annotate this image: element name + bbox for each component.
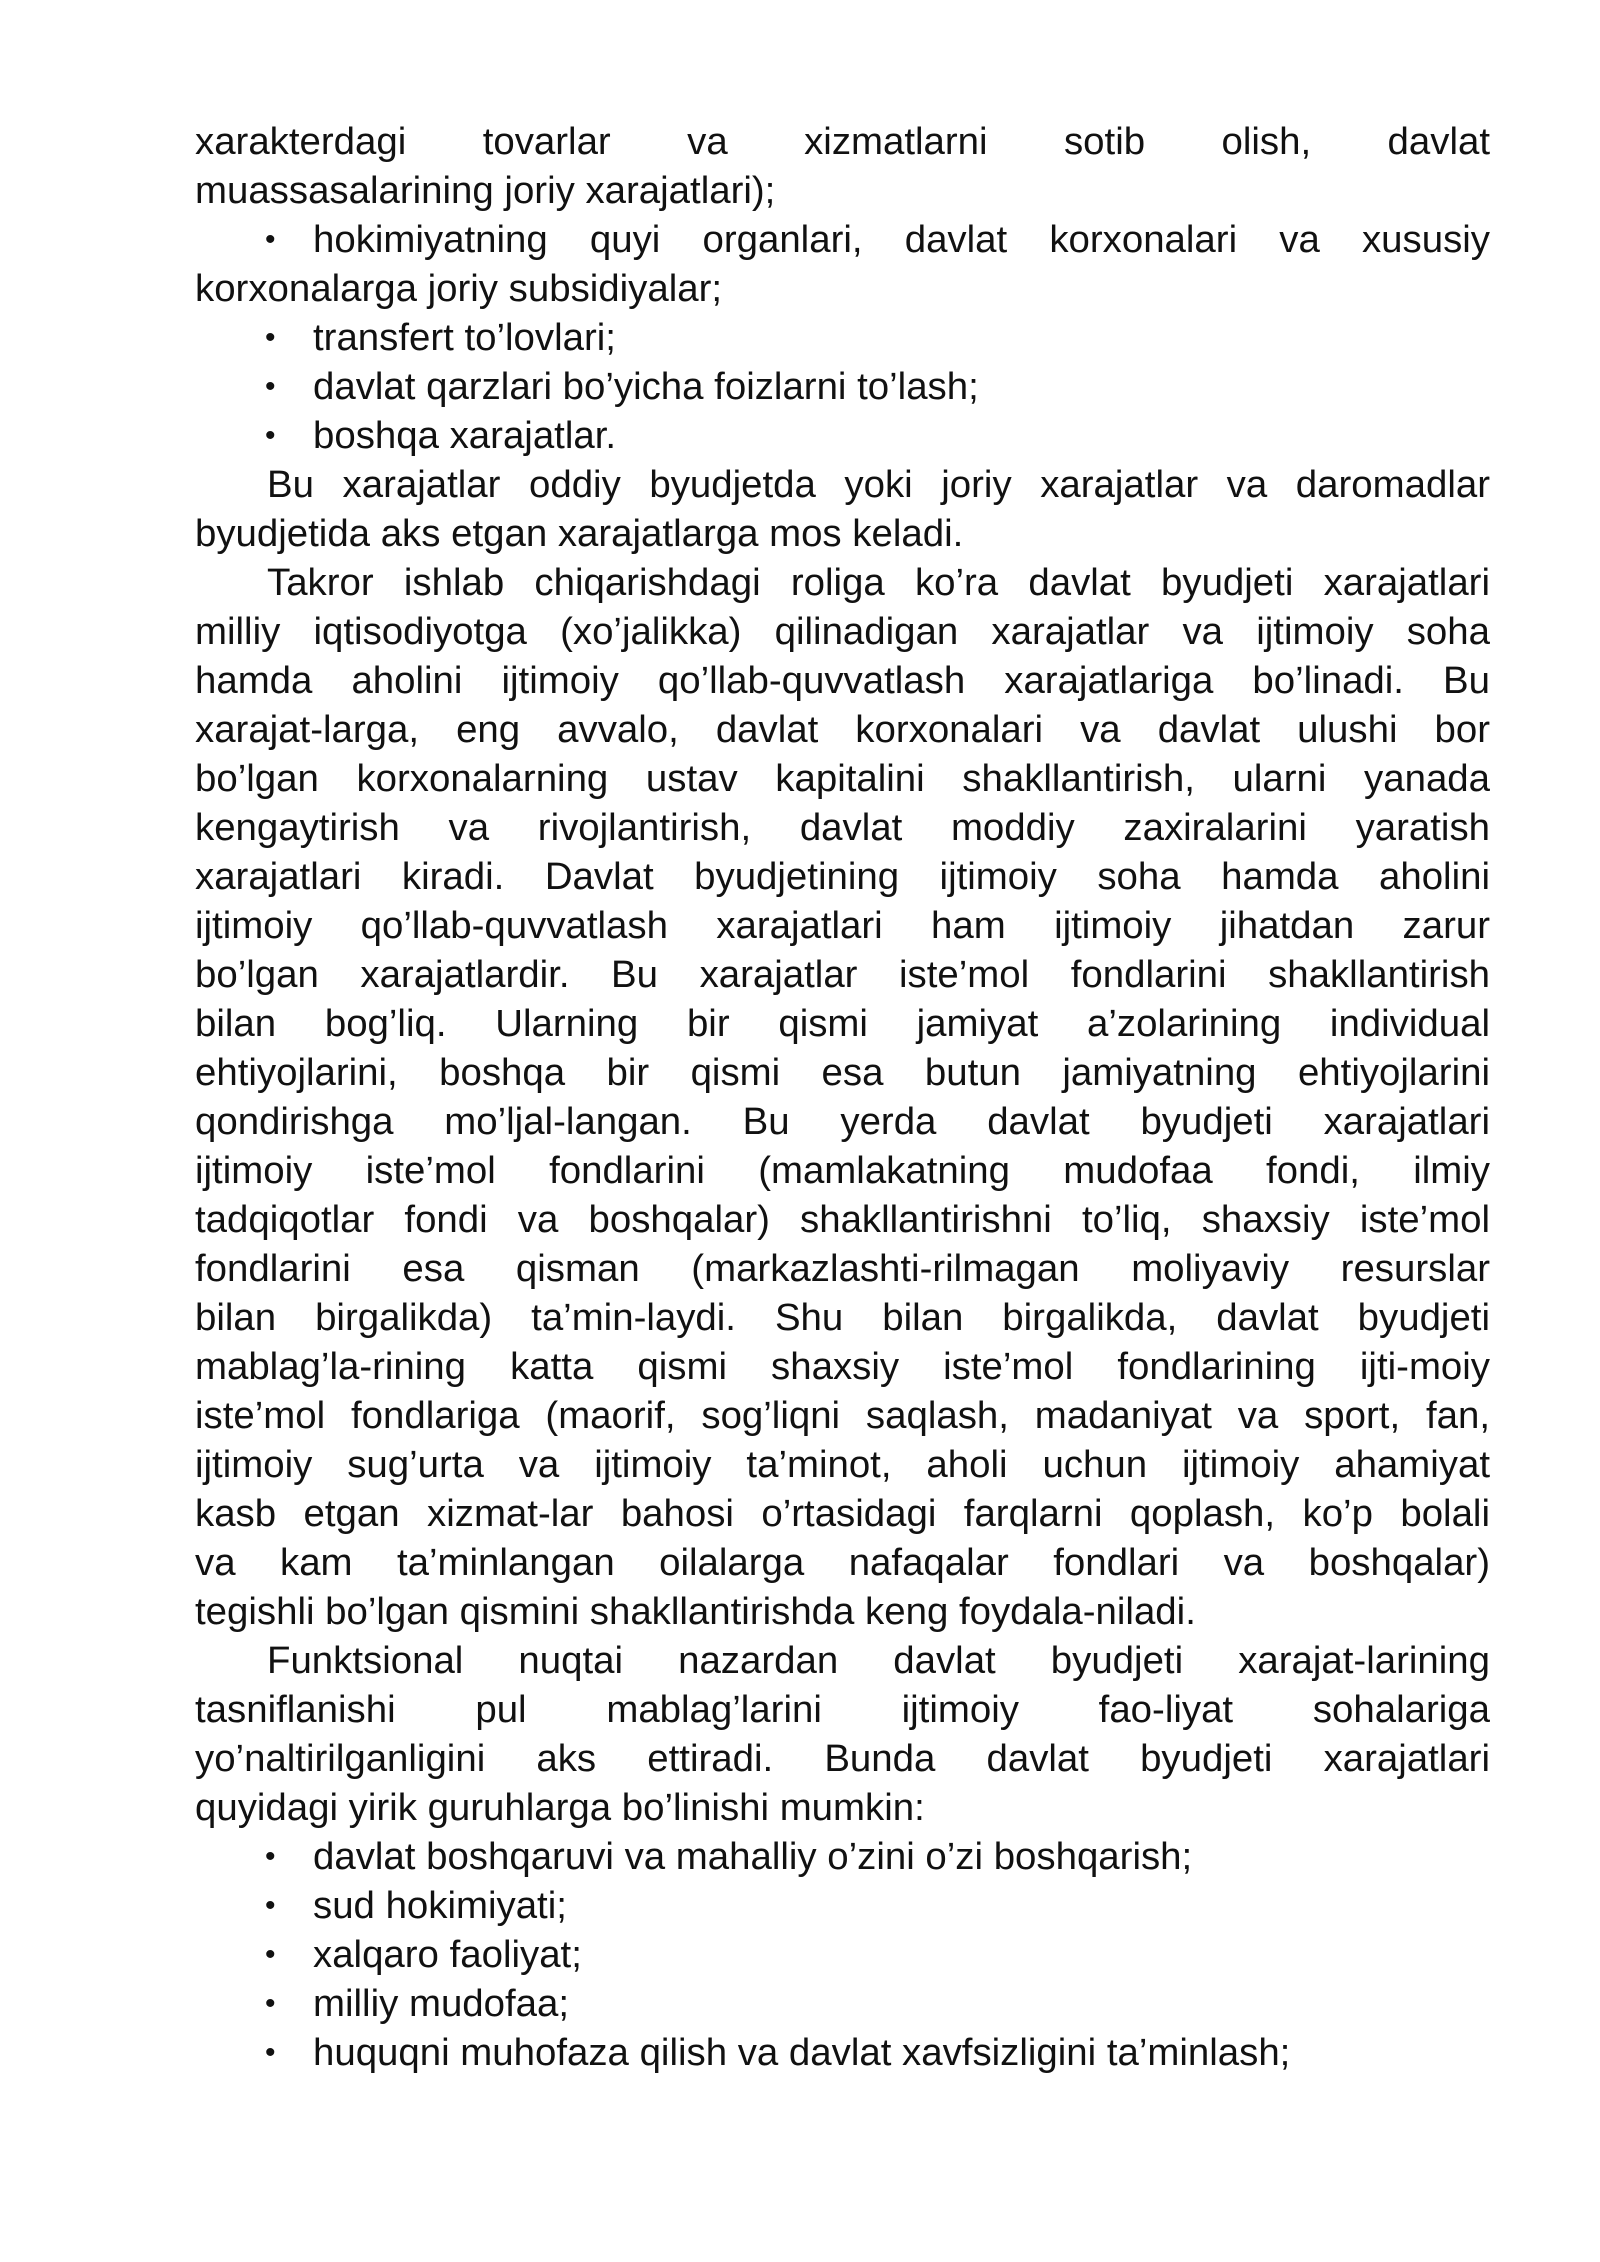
text-line: ijtimoiy iste’mol fondlarini (mamlakatning mudofaa fondi, ilmiy <box>195 1149 1490 1192</box>
text-line: ijtimoiy qo’llab-quvvatlash xarajatlari ham ijtimoiy jihatdan zarur <box>195 904 1490 947</box>
text-line: xarajat-larga, eng avvalo, davlat korxonalari va davlat ulushi bor <box>195 708 1490 751</box>
text-line: tasniflanishi pul mablag’larini ijtimoiy fao-liyat sohalariga <box>195 1688 1490 1731</box>
text-line: mablag’la-rining katta qismi shaxsiy iste’mol fondlarining ijti-moiy <box>195 1345 1490 1388</box>
document-page <box>195 117 1490 2077</box>
bullet-item: • davlat boshqaruvi va mahalliy o’zini o’zi boshqarish; <box>195 1832 1490 1881</box>
text-line: xarajatlari kiradi. Davlat byudjetining ijtimoiy soha hamda aholini <box>195 855 1490 898</box>
text-line: fondlarini esa qisman (markazlashti-rilmagan moliyaviy resurslar <box>195 1247 1490 1290</box>
text-line: bilan bog’liq. Ularning bir qismi jamiyat a’zolarining individual <box>195 1002 1490 1045</box>
text-line: va kam ta’minlangan oilalarga nafaqalar fondlari va boshqalar) <box>195 1541 1490 1584</box>
bullet-item: • boshqa xarajatlar. <box>195 411 1490 460</box>
bullet-item: • xalqaro faoliyat; <box>195 1930 1490 1979</box>
paragraph-first-line: Takror ishlab chiqarishdagi roliga ko’ra davlat byudjeti xarajatlari <box>267 561 1490 604</box>
text-line: hamda aholini ijtimoiy qo’llab-quvvatlash xarajatlariga bo’linadi. Bu <box>195 659 1490 702</box>
paragraph-first-line: Bu xarajatlar oddiy byudjetda yoki joriy xarajatlar va daromadlar <box>267 463 1490 506</box>
text-line: bilan birgalikda) ta’min-laydi. Shu bilan birgalikda, davlat byudjeti <box>195 1296 1490 1339</box>
text-line: byudjetida aks etgan xarajatlarga mos keladi. <box>195 512 964 555</box>
text-line: kengaytirish va rivojlantirish, davlat moddiy zaxiralarini yaratish <box>195 806 1490 849</box>
bullet-item: • transfert to’lovlari; <box>195 313 1490 362</box>
text-line: bo’lgan korxonalarning ustav kapitalini shakllantirish, ularni yanada <box>195 757 1490 800</box>
text-line: muassasalarining joriy xarajatlari); <box>195 169 776 212</box>
text-line: yo’naltirilganligini aks ettiradi. Bunda davlat byudjeti xarajatlari <box>195 1737 1490 1780</box>
paragraph-first-line: Funktsional nuqtai nazardan davlat byudjeti xarajat-larining <box>267 1639 1490 1682</box>
text-line: bo’lgan xarajatlardir. Bu xarajatlar iste’mol fondlarini shakllantirish <box>195 953 1490 996</box>
text-line: korxonalarga joriy subsidiyalar; <box>195 267 723 310</box>
text-line: tegishli bo’lgan qismini shakllantirishda keng foydala-niladi. <box>195 1590 1196 1633</box>
bullet-item: • davlat qarzlari bo’yicha foizlarni to’lash; <box>195 362 1490 411</box>
bullet-item: • hokimiyatning quyi organlari, davlat korxonalari va xususiy <box>195 215 1490 264</box>
text-line: quyidagi yirik guruhlarga bo’linishi mumkin: <box>195 1786 925 1829</box>
text-line: qondirishga mo’ljal-langan. Bu yerda davlat byudjeti xarajatlari <box>195 1100 1490 1143</box>
text-line: milliy iqtisodiyotga (xo’jalikka) qilinadigan xarajatlar va ijtimoiy soha <box>195 610 1490 653</box>
text-line: xarakterdagi tovarlar va xizmatlarni sotib olish, davlat <box>195 120 1490 163</box>
text-line: kasb etgan xizmat-lar bahosi o’rtasidagi farqlarni qoplash, ko’p bolali <box>195 1492 1490 1535</box>
text-line: iste’mol fondlariga (maorif, sog’liqni saqlash, madaniyat va sport, fan, <box>195 1394 1490 1437</box>
text-line: ehtiyojlarini, boshqa bir qismi esa butun jamiyatning ehtiyojlarini <box>195 1051 1490 1094</box>
bullet-item: • milliy mudofaa; <box>195 1979 1490 2028</box>
text-line: ijtimoiy sug’urta va ijtimoiy ta’minot, aholi uchun ijtimoiy ahamiyat <box>195 1443 1490 1486</box>
text-line: tadqiqotlar fondi va boshqalar) shakllantirishni to’liq, shaxsiy iste’mol <box>195 1198 1490 1241</box>
bullet-item: • huquqni muhofaza qilish va davlat xavfsizligini ta’minlash; <box>195 2028 1490 2077</box>
bullet-item: • sud hokimiyati; <box>195 1881 1490 1930</box>
